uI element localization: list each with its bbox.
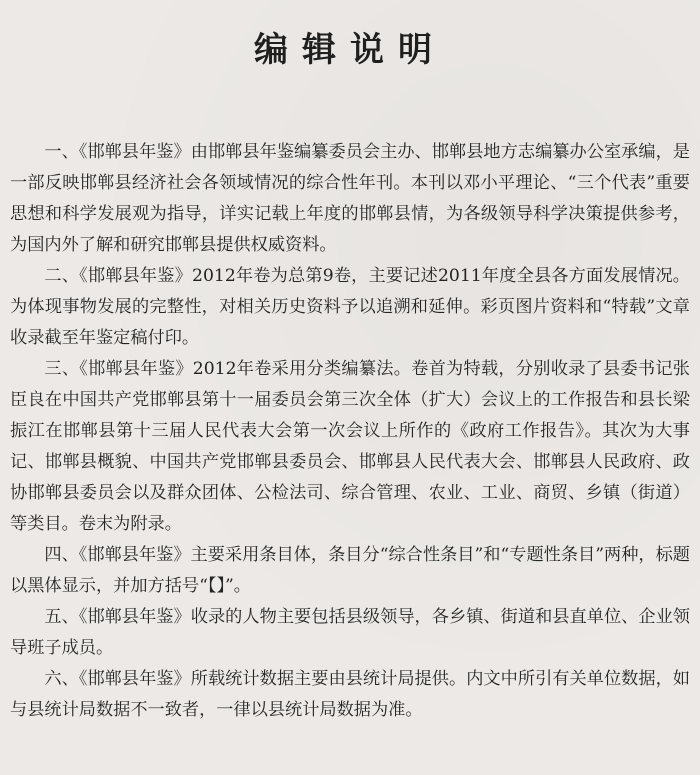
paragraph-2: 二、《邯郸县年鉴》2012年卷为总第9卷，主要记述2011年度全县各方面发展情况。为体现事物发展的完整性，对相关历史资料予以追溯和延伸。彩页图片资料和“特载”文章收录截至年鉴定稿付印。 (10, 266, 690, 348)
paragraph-1: 一、《邯郸县年鉴》由邯郸县年鉴编纂委员会主办、邯郸县地方志编纂办公室承编，是一部反映邯郸县经济社会各领域情况的综合性年刊。本刊以邓小平理论、“三个代表”重要思想和科学发展观为指导，详实记载上年度的邯郸县情，为各级领导科学决策提供参考，为国内外了解和研究邯郸县提供权威资料。 (10, 142, 690, 255)
paragraph-4: 四、《邯郸县年鉴》主要采用条目体，条目分“综合性条目”和“专题性条目”两种，标题以黑体显示，并加方括号“【】”。 (10, 545, 690, 596)
document-body (10, 137, 690, 726)
paragraph-5: 五、《邯郸县年鉴》收录的人物主要包括县级领导，各乡镇、街道和县直单位、企业领导班子成员。 (10, 607, 690, 658)
paragraph-3: 三、《邯郸县年鉴》2012年卷采用分类编纂法。卷首为特载，分别收录了县委书记张臣良在中国共产党邯郸县第十一届委员会第三次全体（扩大）会议上的工作报告和县长梁振江在邯郸县第十三届人民代表大会第一次会议上所作的《政府工作报告》。其次为大事记、邯郸县概貌、中国共产党邯郸县委员会、邯郸县人民代表大会、邯郸县人民政府、政协邯郸县委员会以及群众团体、公检法司、综合管理、农业、工业、商贸、乡镇（街道）等类目。卷末为附录。 (10, 359, 690, 534)
paragraph-6: 六、《邯郸县年鉴》所载统计数据主要由县统计局提供。内文中所引有关单位数据，如与县统计局数据不一致者，一律以县统计局数据为准。 (10, 669, 690, 720)
page-title: 编辑说明 (254, 30, 446, 70)
